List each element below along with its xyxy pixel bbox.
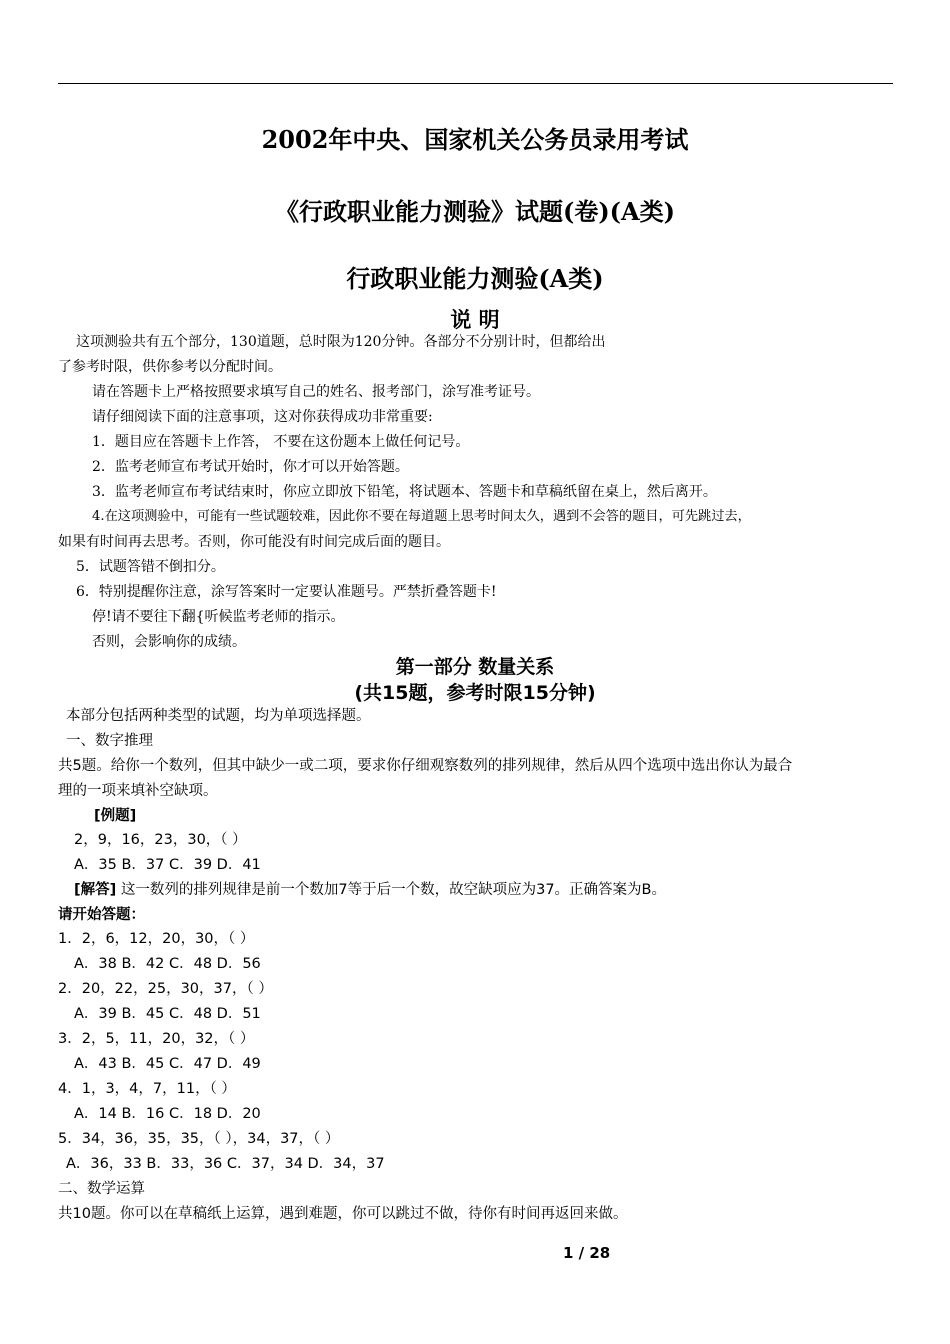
section-2-desc: 共10题。你可以在草稿纸上运算，遇到难题，你可以跳过不做，待你有时间再返回来做。	[58, 1206, 628, 1222]
question-4-options: A．14 B．16 C．18 D．20	[74, 1106, 261, 1122]
section-1-desc-line-1: 共5题。给你一个数列，但其中缺少一或二项，要求你仔细观察数列的排列规律，然后从四个选项中选出你认为最合	[58, 758, 793, 774]
note-4-line-2: 如果有时间再去思考。否则，你可能没有时间完成后面的题目。	[58, 534, 450, 550]
note-5: 5．试题答错不倒扣分。	[76, 559, 225, 575]
question-5-options: A．36，33 B．33，36 C．37，34 D．34，37	[66, 1156, 385, 1172]
start-label: 请开始答题：	[58, 907, 145, 923]
note-1: 1．题目应在答题卡上作答， 不要在这份题本上做任何记号。	[92, 434, 470, 450]
question-3-stem: 3．2，5，11，20，32，（ ）	[58, 1031, 255, 1047]
note-4-line-1: 4.在这项测验中，可能有一些试题较难，因此你不要在每道题上思考时间太久，遇到不会答的题目，可先跳过去，	[92, 509, 751, 524]
question-1-options: A．38 B．42 C．48 D．56	[74, 956, 261, 972]
instructions-line-3: 请在答题卡上严格按照要求填写自己的姓名、报考部门，涂写准考证号。	[92, 384, 540, 400]
example-answer	[74, 880, 666, 900]
note-2: 2．监考老师宣布考试开始时，你才可以开始答题。	[92, 459, 409, 475]
question-2-options: A．39 B．45 C．48 D．51	[74, 1006, 261, 1022]
instructions-line-4: 请仔细阅读下面的注意事项，这对你获得成功非常重要:	[92, 409, 433, 425]
instructions-line-2: 了参考时限，供你参考以分配时间。	[58, 359, 282, 375]
section-1-title: 一、数字推理	[66, 733, 153, 749]
example-sequence: 2，9，16，23，30，（ ）	[74, 832, 247, 848]
exam-title: 2002年中央、国家机关公务员录用考试	[261, 125, 689, 154]
question-5-stem: 5．34，36，35，35，（ ），34，37，（ ）	[58, 1131, 340, 1147]
question-3-options: A．43 B．45 C．47 D．49	[74, 1056, 261, 1072]
header-rule	[58, 83, 893, 84]
note-3: 3．监考老师宣布考试结束时，你应立即放下铅笔，将试题本、答题卡和草稿纸留在桌上，然后离开。	[92, 484, 717, 500]
question-1-stem: 1．2，6，12，20，30，（ ）	[58, 931, 255, 947]
warning-notice: 否则，会影响你的成绩。	[92, 634, 246, 650]
section-1-desc-line-2: 理的一项来填补空缺项。	[58, 783, 218, 799]
part-1-intro: 本部分包括两种类型的试题，均为单项选择题。	[66, 708, 371, 724]
note-6: 6．特别提醒你注意，涂写答案时一定要认准题号。严禁折叠答题卡!	[76, 584, 497, 600]
answer-text: 这一数列的排列规律是前一个数加7等于后一个数，故空缺项应为37。正确答案为B。	[116, 882, 666, 898]
part-1-title: 第一部分 数量关系	[395, 656, 555, 678]
exam-subtitle: 《行政职业能力测验》试题(卷)(A类)	[274, 197, 676, 226]
question-2-stem: 2．20，22，25，30，37，（ ）	[58, 981, 273, 997]
instructions-line-1: 这项测验共有五个部分，130道题，总时限为120分钟。各部分不分别计时，但都给出	[76, 334, 606, 350]
example-options: A．35 B．37 C．39 D．41	[74, 857, 261, 873]
part-1-subtitle: (共15题，参考时限15分钟)	[354, 682, 596, 704]
stop-notice: 停!请不要往下翻{听候监考老师的指示。	[92, 609, 345, 625]
section-2-title: 二、数学运算	[58, 1181, 145, 1197]
instructions-heading: 说 明	[450, 307, 500, 332]
example-label: [例题]	[94, 808, 137, 824]
answer-label: [解答]	[74, 882, 117, 898]
test-title: 行政职业能力测验(A类)	[346, 264, 604, 293]
question-4-stem: 4．1，3，4，7，11，（ ）	[58, 1081, 236, 1097]
page-number: 1 / 28	[563, 1244, 611, 1262]
